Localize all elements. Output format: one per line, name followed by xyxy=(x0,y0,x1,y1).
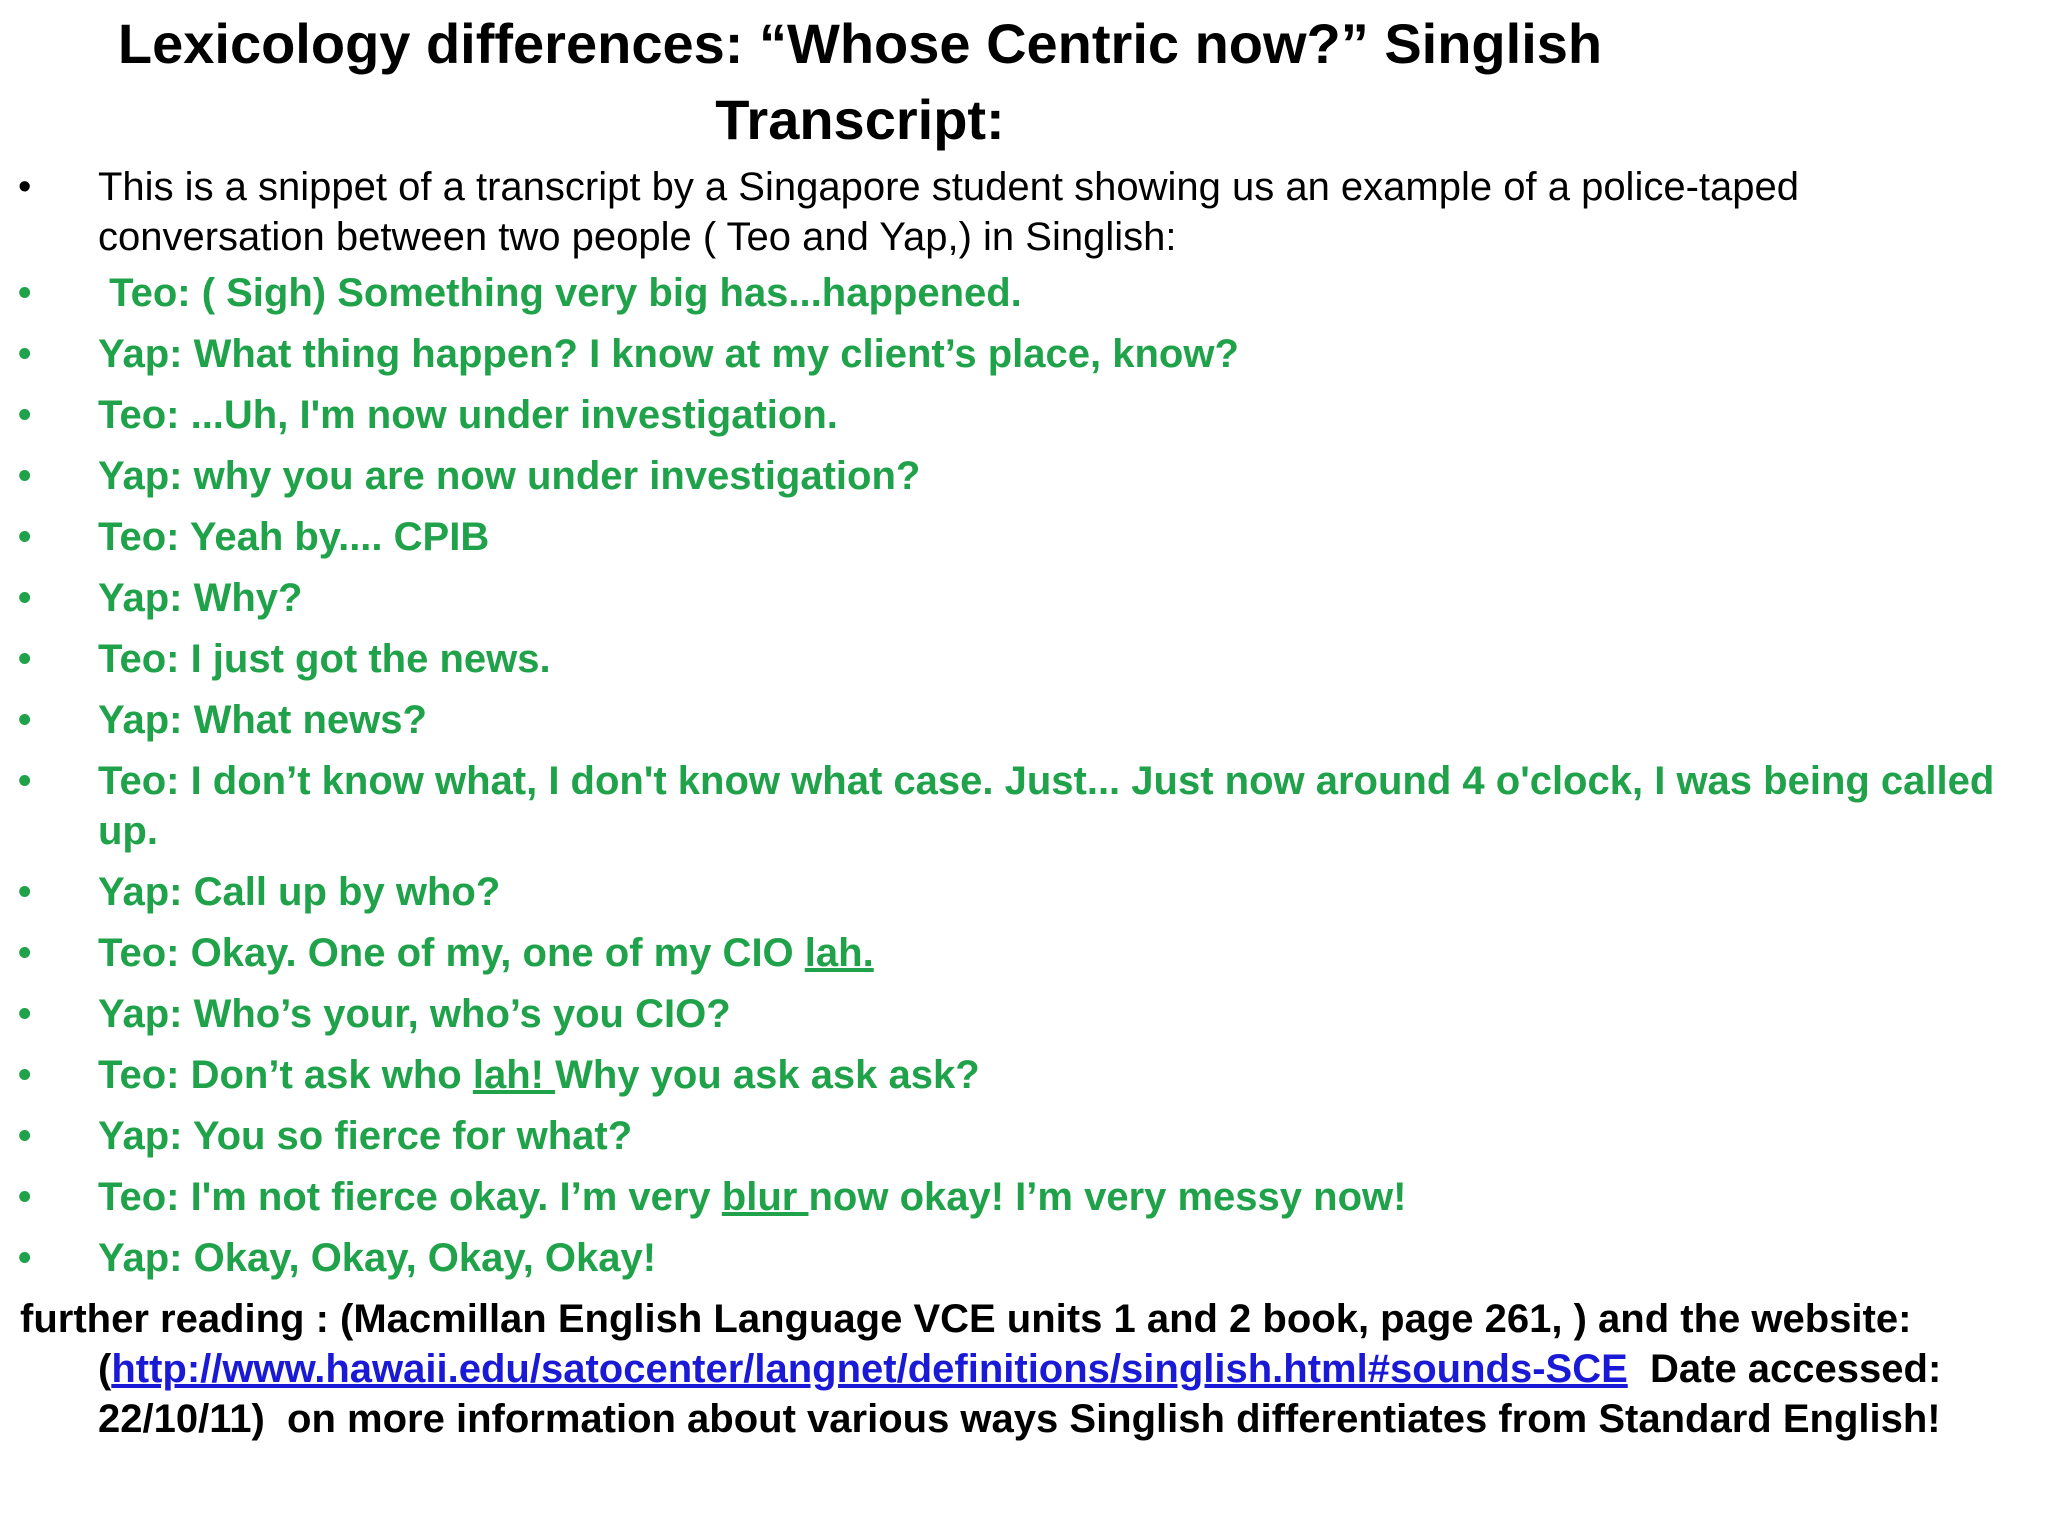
bullet-icon: • xyxy=(18,760,32,802)
dialogue-text: Yap: why you are now under investigation? xyxy=(98,454,921,498)
dialogue-line xyxy=(0,451,2048,501)
bullet-icon: • xyxy=(18,699,32,741)
further-reading-text: further reading : (Macmillan English Language VCE units 1 and 2 book, page 261, ) and the website: ( xyxy=(20,1297,1912,1391)
bullet-icon: • xyxy=(18,166,32,208)
dialogue-text: Why you ask ask ask? xyxy=(555,1053,980,1097)
slide-title xyxy=(0,6,1720,158)
dialogue-line xyxy=(0,268,2048,318)
bullet-icon: • xyxy=(18,993,32,1035)
dialogue-line xyxy=(0,928,2048,978)
dialogue-line xyxy=(0,867,2048,917)
dialogue-text: Yap: Who’s your, who’s you CIO? xyxy=(98,992,731,1036)
dialogue-line xyxy=(0,512,2048,562)
bullet-list xyxy=(0,162,2048,1294)
dialogue-text: Teo: Don’t ask who xyxy=(98,1053,473,1097)
dialogue-text: Teo: I don’t know what, I don't know what case. Just... Just now around 4 o'clock, I was being called up. xyxy=(98,759,1995,853)
bullet-icon: • xyxy=(18,333,32,375)
dialogue-line xyxy=(0,634,2048,684)
title-line-1: Lexicology differences: “Whose Centric now?” Singlish xyxy=(117,12,1603,75)
dialogue-line xyxy=(0,1050,2048,1100)
dialogue-text: Yap: You so fierce for what? xyxy=(98,1114,633,1158)
dialogue-text: Yap: Okay, Okay, Okay, Okay! xyxy=(98,1236,657,1280)
dialogue-text: now okay! I’m very messy now! xyxy=(808,1175,1407,1219)
bullet-icon: • xyxy=(18,394,32,436)
dialogue-line xyxy=(0,989,2048,1039)
title-line-2: Transcript: xyxy=(715,88,1005,151)
dialogue-line xyxy=(0,1172,2048,1222)
bullet-icon: • xyxy=(18,871,32,913)
dialogue-line xyxy=(0,390,2048,440)
bullet-icon: • xyxy=(18,272,32,314)
bullet-icon: • xyxy=(18,1237,32,1279)
intro-bullet xyxy=(0,162,2048,262)
bullet-icon: • xyxy=(18,638,32,680)
bullet-icon: • xyxy=(18,1054,32,1096)
dialogue-text: Teo: Okay. One of my, one of my CIO xyxy=(98,931,805,975)
dialogue-line xyxy=(0,756,2048,856)
bullet-icon: • xyxy=(18,455,32,497)
dialogue-text: Yap: Call up by who? xyxy=(98,870,501,914)
dialogue-line xyxy=(0,573,2048,623)
bullet-icon: • xyxy=(18,1176,32,1218)
intro-text: This is a snippet of a transcript by a Singapore student showing us an example of a police-taped conversation between two people ( Teo and Yap,) in Singlish: xyxy=(98,165,1799,259)
bullet-icon: • xyxy=(18,516,32,558)
reference-link[interactable]: http://www.hawaii.edu/satocenter/langnet/definitions/singlish.html#sounds-SCE xyxy=(111,1347,1628,1391)
dialogue-text: Yap: Why? xyxy=(98,576,303,620)
dialogue-text: Teo: ( Sigh) Something very big has...happened. xyxy=(98,271,1022,315)
dialogue-line xyxy=(0,1233,2048,1283)
further-reading xyxy=(20,1294,2048,1444)
underlined-term: lah. xyxy=(804,931,874,975)
further-reading-text-end: Date accessed: 22/10/11) on more information about various ways Singlish differentiates from Standard English! xyxy=(98,1347,1953,1441)
bullet-icon: • xyxy=(18,577,32,619)
dialogue-text: Teo: I'm not fierce okay. I’m very xyxy=(98,1175,722,1219)
dialogue-text: Yap: What thing happen? I know at my client’s place, know? xyxy=(98,332,1239,376)
dialogue-text: Teo: I just got the news. xyxy=(98,637,551,681)
dialogue-text: Yap: What news? xyxy=(98,698,427,742)
dialogue-text: Teo: Yeah by.... CPIB xyxy=(98,515,490,559)
bullet-icon: • xyxy=(18,932,32,974)
dialogue-text: Teo: ...Uh, I'm now under investigation. xyxy=(98,393,838,437)
bullet-icon: • xyxy=(18,1115,32,1157)
dialogue-line xyxy=(0,1111,2048,1161)
dialogue-line xyxy=(0,695,2048,745)
dialogue-line xyxy=(0,329,2048,379)
underlined-term: lah! xyxy=(472,1053,556,1097)
underlined-term: blur xyxy=(721,1175,809,1219)
